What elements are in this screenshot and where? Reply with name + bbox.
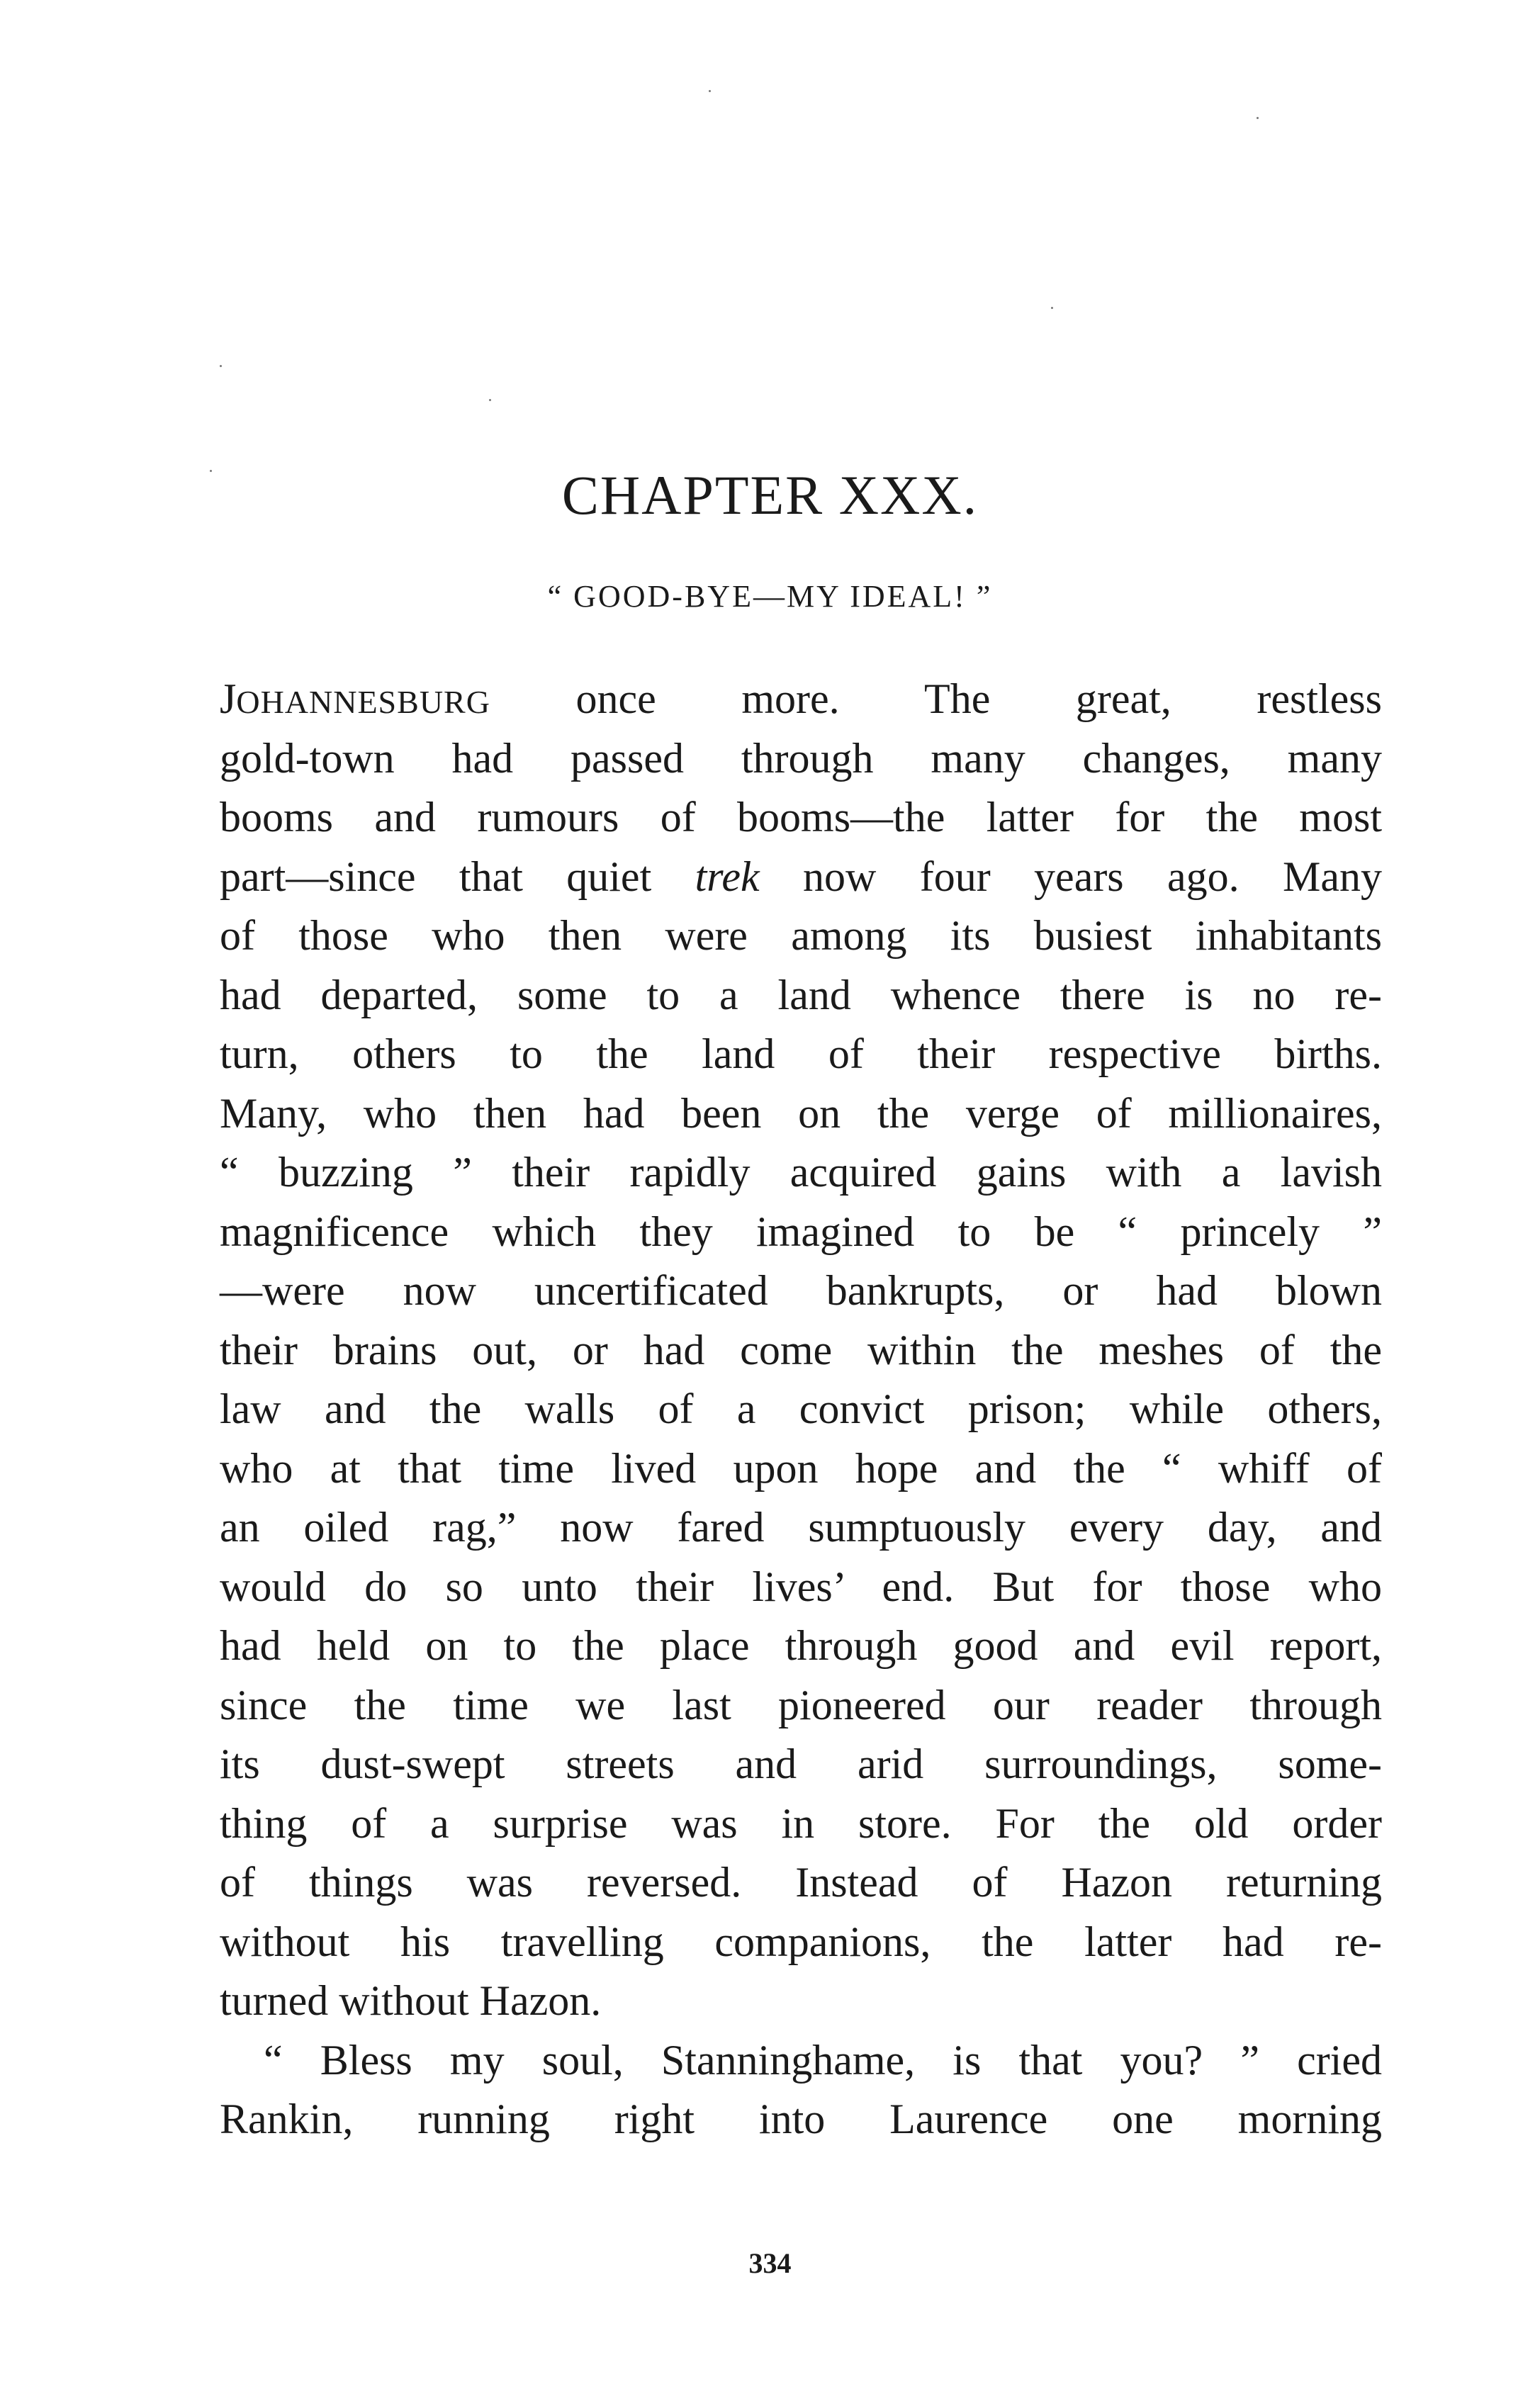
paper-speck <box>1051 307 1053 309</box>
paper-speck <box>489 399 491 401</box>
text-line: law and the walls of a convict prison; while others, <box>220 1385 1382 1432</box>
text-line: of those who then were among its busiest inhabitants <box>220 912 1382 959</box>
chapter-subtitle: “ GOOD-BYE—MY IDEAL! ” <box>547 579 993 614</box>
dropcap-initial: J <box>220 675 237 722</box>
chapter-heading: CHAPTER XXX. <box>561 464 979 526</box>
text-line: —were now uncertificated bankrupts, or had blown <box>220 1267 1382 1314</box>
text-line: their brains out, or had come within the meshes of the <box>220 1326 1382 1373</box>
text-line: Rankin, running right into Laurence one morning <box>220 2096 1382 2142</box>
text-line: had held on to the place through good and evil report, <box>220 1622 1382 1669</box>
text-line: its dust-swept streets and arid surroundings, some- <box>220 1741 1382 1787</box>
text-line: thing of a surprise was in store. For the old order <box>220 1799 1382 1847</box>
body-text <box>220 670 1382 2149</box>
paper-speck <box>220 365 222 367</box>
paper-speck <box>709 90 711 92</box>
text-line: turned without Hazon. <box>220 1977 602 2024</box>
dropcap-smallcaps: OHANNESBURG <box>236 684 490 720</box>
text-line: who at that time lived upon hope and the “ whiff of <box>220 1444 1382 1492</box>
italic-word: trek <box>695 853 760 900</box>
text-line: part—since that quiet trek now four years ago. Many <box>220 853 1382 900</box>
page-number: 334 <box>748 2247 792 2279</box>
text-line: had departed, some to a land whence there is no re- <box>220 971 1382 1018</box>
text-line: Many, who then had been on the verge of millionaires, <box>220 1089 1382 1137</box>
text-line: gold-town had passed through many changes, many <box>220 734 1382 782</box>
paper-speck <box>1257 117 1259 119</box>
text-line: “ Bless my soul, Stanninghame, is that you? ” cried <box>264 2036 1382 2084</box>
text-line: of things was reversed. Instead of Hazon returning <box>220 1859 1382 1906</box>
text-line: would do so unto their lives’ end. But for those who <box>220 1563 1382 1610</box>
text-line: since the time we last pioneered our reader through <box>220 1681 1382 1728</box>
text-line: without his travelling companions, the latter had re- <box>220 1918 1382 1965</box>
text-line: “ buzzing ” their rapidly acquired gains with a lavish <box>220 1149 1382 1196</box>
text-line: turn, others to the land of their respective births. <box>220 1030 1382 1077</box>
text-line: booms and rumours of booms—the latter for the most <box>220 794 1382 840</box>
text-line: JOHANNESBURG once more. The great, restless <box>220 675 1382 722</box>
text-line: an oiled rag,” now fared sumptuously every day, and <box>220 1504 1382 1551</box>
text-line: magnificence which they imagined to be “ princely ” <box>220 1208 1382 1255</box>
